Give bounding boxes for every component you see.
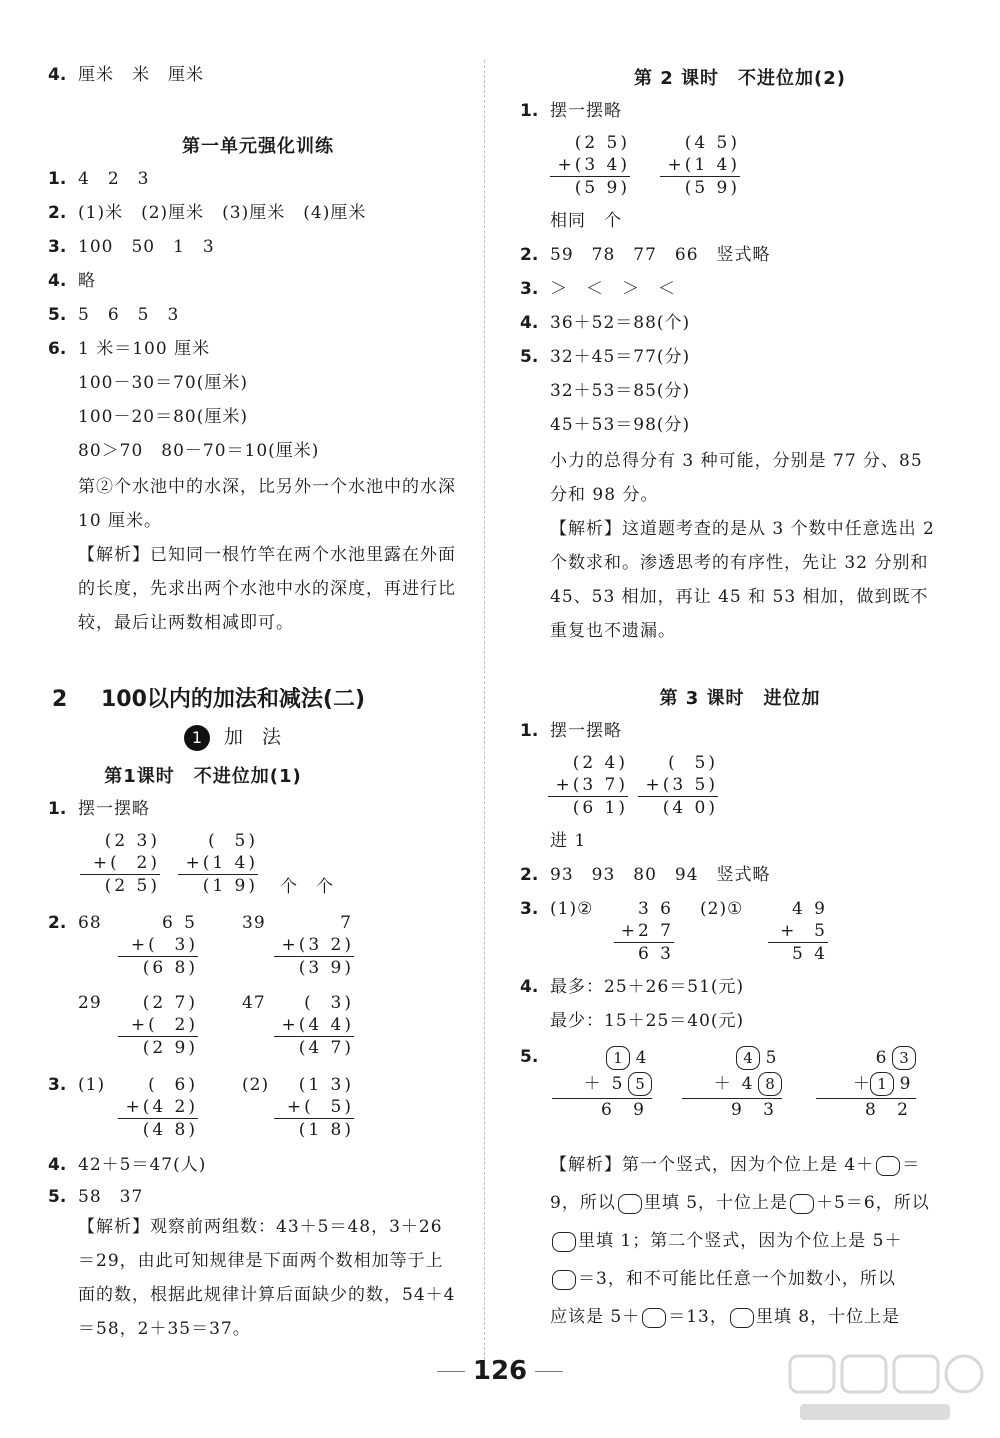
- answer-item: 3. (1): [48, 1075, 106, 1095]
- answer-item: 1. 4 2 3: [48, 169, 150, 189]
- answer-item: 4. 略: [48, 271, 96, 291]
- calc-line: 最少：15＋25＝40(元): [550, 1011, 745, 1031]
- answer-item: 5. 58 37: [48, 1187, 144, 1207]
- answer-item: 1. 摆一摆略: [520, 721, 622, 741]
- given-number: 29: [78, 993, 102, 1013]
- vertical-calculation: 3 6 +2 7 6 3: [614, 898, 674, 965]
- lesson-title: 第1课时 不进位加(1): [104, 766, 302, 787]
- calc-suffix: 个 个: [280, 877, 334, 897]
- answer-item: 3. ＞ ＜ ＞ ＜: [520, 279, 676, 299]
- vertical-calculation: (4 5) +(1 4) (5 9): [660, 132, 740, 199]
- number-bullet-icon: 1: [184, 725, 210, 751]
- column-divider: [484, 60, 485, 1360]
- given-number: 47: [242, 993, 266, 1013]
- answer-item: 3. 100 50 1 3: [48, 237, 215, 257]
- left-column: [48, 0, 468, 1380]
- vertical-calculation: ( 5) +(1 4) (1 9): [178, 830, 258, 897]
- dash-rule: [535, 1371, 563, 1372]
- lesson-title: 第 3 课时 进位加: [659, 688, 821, 709]
- hexagon-blank-icon: 4: [736, 1046, 760, 1070]
- answer-paragraph: 小力的总得分有 3 种可能，分别是 77 分、85 分和 98 分。: [550, 451, 923, 505]
- sub-heading: 1 加 法: [184, 722, 281, 751]
- vertical-calculation: 7 +(3 2) (3 9): [274, 912, 354, 979]
- hexagon-blank-icon: 5: [628, 1072, 652, 1096]
- hexagon-blank-icon: [618, 1194, 642, 1214]
- calc-line: 80＞70 80－70＝10(厘米): [78, 441, 320, 461]
- answer-item: 1. 摆一摆略: [48, 799, 150, 819]
- answer-paragraph: 第②个水池中的水深，比另外一个水池中的水深 10 厘米。: [78, 477, 456, 531]
- hexagon-blank-icon: 1: [606, 1046, 630, 1070]
- answer-item: 2. 59 78 77 66 竖式略: [520, 245, 771, 265]
- hexagon-blank-icon: 1: [870, 1072, 894, 1096]
- vertical-calculation: 6 3 ＋ 1 9 8 2: [816, 1046, 916, 1121]
- analysis-line: 里填 1；第二个竖式，因为个位上是 5＋: [520, 1230, 902, 1252]
- hexagon-blank-icon: [730, 1308, 754, 1328]
- vertical-calculation: ( 3) +(4 4) (4 7): [274, 992, 354, 1059]
- answer-item: 5. 32＋45＝77(分): [520, 347, 691, 367]
- answer-item: 6. 1 米＝100 厘米: [48, 339, 211, 359]
- section-title: 100以内的加法和减法(二): [100, 687, 366, 712]
- answer-item: 3. (1)②: [520, 899, 594, 919]
- calc-line: 100－20＝80(厘米): [78, 407, 248, 427]
- lesson-title: 第 2 课时 不进位加(2): [633, 68, 847, 89]
- vertical-calculation: (2 4) +(3 7) (6 1): [548, 752, 628, 819]
- page-number: 126: [0, 1356, 1000, 1386]
- vertical-calculation: (2 7) +( 2) (2 9): [118, 992, 198, 1059]
- section-heading: [52, 682, 365, 713]
- calc-suffix: 相同 个: [550, 211, 622, 231]
- answer-item: 4. 最多：25＋26＝51(元): [520, 977, 745, 997]
- answer-item: 4. 厘米 米 厘米: [48, 65, 204, 85]
- calc-line: 32＋53＝85(分): [550, 381, 691, 401]
- section-number: 2: [52, 687, 68, 712]
- calc-line: 100－30＝70(厘米): [78, 373, 248, 393]
- hexagon-blank-icon: 3: [892, 1046, 916, 1070]
- vertical-calculation: (2 3) +( 2) (2 5): [80, 830, 160, 897]
- hexagon-blank-icon: [552, 1232, 576, 1252]
- analysis-paragraph: 【解析】已知同一根竹竿在两个水池里露在外面的长度，先求出两个水池中水的深度，再进行比较，最后让两数相减即可。: [78, 545, 456, 633]
- vertical-calculation: ( 6) +(4 2) (4 8): [118, 1074, 198, 1141]
- calc-suffix: 进 1: [550, 831, 587, 851]
- analysis-line: 9，所以 里填 5，十位上是 ＋5＝6，所以: [550, 1193, 930, 1213]
- vertical-calculation: (2 5) +(3 4) (5 9): [550, 132, 630, 199]
- vertical-calculation: 6 5 +( 3) (6 8): [118, 912, 198, 979]
- vertical-calculation: 4 5 ＋ 4 8 9 3: [682, 1046, 782, 1121]
- hexagon-blank-icon: 8: [758, 1072, 782, 1096]
- dash-rule: [437, 1371, 465, 1372]
- vertical-calculation: ( 5) +(3 5) (4 0): [638, 752, 718, 819]
- watermark-logo-icon: [770, 1350, 990, 1430]
- vertical-calculation: 4 9 + 5 5 4: [768, 898, 828, 965]
- hexagon-blank-icon: [552, 1270, 576, 1290]
- hexagon-blank-icon: [876, 1156, 900, 1176]
- unit-review-title: 第一单元强化训练: [182, 136, 334, 157]
- answer-item: 2. (1)米 (2)厘米 (3)厘米 (4)厘米: [48, 203, 367, 223]
- right-column: [520, 0, 960, 1380]
- answer-item: 5.: [520, 1047, 539, 1067]
- sub-label: (2)①: [700, 899, 744, 919]
- analysis-paragraph: 【解析】这道题考查的是从 3 个数中任意选出 2 个数求和。渗透思考的有序性，先让 32 分别和 45、53 相加，再让 45 和 53 相加，做到既不重复也不遗漏。: [550, 519, 935, 641]
- answer-item: 4. 36＋52＝88(个): [520, 313, 691, 333]
- answer-item: 5. 5 6 5 3: [48, 305, 180, 325]
- vertical-calculation: 1 4 ＋ 5 5 6 9: [552, 1046, 652, 1121]
- calc-line: 45＋53＝98(分): [550, 415, 691, 435]
- hexagon-blank-icon: [790, 1194, 814, 1214]
- vertical-calculation: (1 3) +( 5) (1 8): [274, 1074, 354, 1141]
- analysis-paragraph: 【解析】观察前两组数：43＋5＝48，3＋26＝29，由此可知规律是下面两个数相加等于上面的数，根据此规律计算后面缺少的数，54＋4＝58，2＋35＝37。: [78, 1217, 456, 1339]
- sub-label: (2): [242, 1075, 270, 1095]
- hexagon-blank-icon: [642, 1308, 666, 1328]
- answer-item: 1. 摆一摆略: [520, 101, 622, 121]
- analysis-line: 【解析】第一个竖式，因为个位上是 4＋ ＝: [550, 1155, 921, 1175]
- analysis-line: 应该是 5＋ ＝13， 里填 8，十位上是: [550, 1307, 901, 1327]
- answer-item: 2. 68: [48, 913, 102, 933]
- given-number: 39: [242, 913, 266, 933]
- answer-item: 2. 93 93 80 94 竖式略: [520, 865, 771, 885]
- answer-item: 4. 42＋5＝47(人): [48, 1155, 207, 1175]
- analysis-line: ＝3，和不可能比任意一个加数小，所以: [520, 1268, 896, 1290]
